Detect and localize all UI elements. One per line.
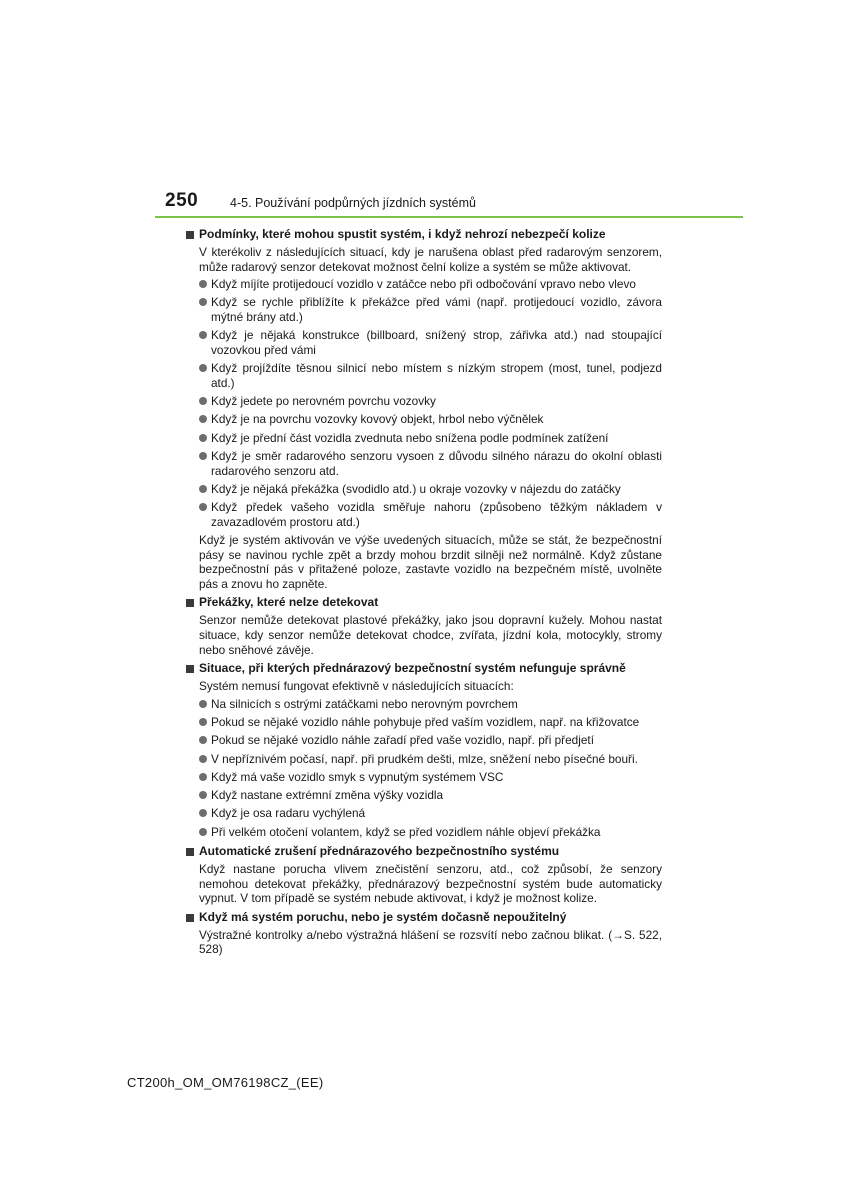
section-undetectable-obstacles <box>186 594 662 657</box>
list-item-text: Když nastane extrémní změna výšky vozidla <box>211 788 444 803</box>
bullet-dot-icon <box>199 452 207 460</box>
square-bullet-icon <box>186 914 194 922</box>
section-paragraph: V kterékoliv z následujících situací, kdy je narušena oblast před radarovým senzorem, může radarový senzor detekovat možnost čelní kolize a systém se může aktivovat. <box>199 245 662 274</box>
list-item <box>199 788 662 803</box>
bullet-dot-icon <box>199 331 207 339</box>
list-item <box>199 412 662 427</box>
list-item-text: Při velkém otočení volantem, když se před vozidlem náhle objeví překážka <box>211 824 601 839</box>
section-paragraph: Systém nemusí fungovat efektivně v následujících situacích: <box>199 679 514 694</box>
chapter-title: 4-5. Používání podpůrných jízdních systémů <box>230 196 476 210</box>
list-item <box>199 733 662 748</box>
list-item-text: Když projíždíte těsnou silnicí nebo místem s nízkým stropem (most, tunel, podjezd atd.) <box>211 361 662 390</box>
list-item-text: V nepříznivém počasí, např. při prudkém dešti, mlze, sněžení nebo písečné bouři. <box>211 751 638 766</box>
section-paragraph: Senzor nemůže detekovat plastové překážky, jako jsou dopravní kužely. Mohou nastat situace, kdy senzor nemůže detekovat chodce, zvířata, jízdní kola, motocykly, stromy nebo sněhové závěje. <box>199 613 662 657</box>
section-paragraph: Když je systém aktivován ve výše uvedených situacích, může se stát, že bezpečnostní pásy se navinou rychle zpět a brzdy mohou brzdit silněji než normálně. Když zůstane bezpečnostní pás v přitažené poloze, zastavte vozidlo na bezpečném místě, uvolněte pás a znovu ho zapněte. <box>199 532 662 591</box>
list-item-text: Když předek vašeho vozidla směřuje nahoru (způsobeno těžkým nákladem v zavazadlovém prostoru atd.) <box>211 500 662 529</box>
list-item <box>199 277 662 292</box>
bullet-dot-icon <box>199 503 207 511</box>
bullet-dot-icon <box>199 773 207 781</box>
section-heading <box>186 909 662 926</box>
list-item-text: Pokud se nějaké vozidlo náhle pohybuje před vaším vozidlem, např. na křižovatce <box>211 715 640 729</box>
section-heading <box>186 843 662 860</box>
bullet-dot-icon <box>199 755 207 763</box>
page-content <box>186 224 662 960</box>
bullet-dot-icon <box>199 280 207 288</box>
bullet-dot-icon <box>199 736 207 744</box>
section-trigger-conditions <box>186 226 662 591</box>
section-title: Automatické zrušení přednárazového bezpečnostního systému <box>199 843 560 858</box>
list-item-text: Když je směr radarového senzoru vysoen z důvodu silného nárazu do okolní oblasti radarového senzoru atd. <box>211 448 662 478</box>
bullet-dot-icon <box>199 828 207 836</box>
section-heading <box>186 594 662 611</box>
list-item-text: Když je nějaká konstrukce (billboard, snížený strop, zářivka atd.) nad stoupající vozovkou před vámi <box>211 328 662 357</box>
list-item-text: Když je nějaká překážka (svodidlo atd.) u okraje vozovky v nájezdu do zatáčky <box>211 481 621 496</box>
list-item <box>199 431 662 446</box>
section-paragraph: Když nastane porucha vlivem znečistění senzoru, atd., což způsobí, že senzory nemohou detekovat překážky, přednárazový bezpečnostní systém bude automaticky vypnut. V tom případě se systém nebude aktivovat, i když je možnost kolize. <box>199 861 662 906</box>
list-item <box>199 361 662 390</box>
list-item <box>199 449 662 478</box>
list-item <box>199 806 662 821</box>
section-title: Situace, při kterých přednárazový bezpečnostní systém nefunguje správně <box>199 661 626 676</box>
list-item <box>199 715 662 730</box>
list-item-text: Když je na povrchu vozovky kovový objekt, hrbol nebo výčnělek <box>211 412 544 427</box>
bullet-dot-icon <box>199 485 207 493</box>
list-item <box>199 295 662 324</box>
bullet-dot-icon <box>199 718 207 726</box>
list-item <box>199 500 662 529</box>
list-item-text: Když je přední část vozidla zvednuta nebo snížena podle podmínek zatížení <box>211 430 609 445</box>
list-item <box>199 697 662 712</box>
list-item-text: Když má vaše vozidlo smyk s vypnutým systémem VSC <box>211 769 504 784</box>
section-malfunction-situations <box>186 660 662 839</box>
list-item-text: Pokud se nějaké vozidlo náhle zařadí před vaše vozidlo, např. při předjetí <box>211 733 594 748</box>
list-item-text: Když je osa radaru vychýlená <box>211 806 366 821</box>
section-title: Když má systém poruchu, nebo je systém dočasně nepoužitelný <box>199 909 567 924</box>
bullet-dot-icon <box>199 434 207 442</box>
section-title: Podmínky, které mohou spustit systém, i když nehrozí nebezpečí kolize <box>199 227 606 241</box>
section-heading <box>186 226 662 243</box>
list-item <box>199 328 662 357</box>
square-bullet-icon <box>186 599 194 607</box>
section-title: Překážky, které nelze detekovat <box>199 595 379 610</box>
bullet-dot-icon <box>199 415 207 423</box>
list-item-text: Když míjíte protijedoucí vozidlo v zatáčce nebo při odbočování vpravo nebo vlevo <box>211 277 636 292</box>
section-system-fault <box>186 909 662 957</box>
bullet-dot-icon <box>199 809 207 817</box>
header-rule <box>155 216 743 218</box>
list-item-text: Na silnicích s ostrými zatáčkami nebo nerovným povrchem <box>211 696 518 711</box>
bullet-list <box>186 697 662 840</box>
list-item <box>199 770 662 785</box>
list-item <box>199 825 662 840</box>
list-item-text: Když se rychle přiblížíte k překážce před vámi (např. protijedoucí vozidlo, závora mýtné brány atd.) <box>211 295 662 325</box>
bullet-dot-icon <box>199 298 207 306</box>
document-code: CT200h_OM_OM76198CZ_(EE) <box>127 1075 324 1090</box>
square-bullet-icon <box>186 231 194 239</box>
list-item-text: Když jedete po nerovném povrchu vozovky <box>211 394 436 409</box>
list-item <box>199 752 662 767</box>
bullet-dot-icon <box>199 397 207 405</box>
section-paragraph: Výstražné kontrolky a/nebo výstražná hlášení se rozsvítí nebo začnou blikat. (→S. 522, 528) <box>199 927 662 957</box>
square-bullet-icon <box>186 665 194 673</box>
bullet-dot-icon <box>199 791 207 799</box>
list-item <box>199 482 662 497</box>
page-number: 250 <box>165 190 199 211</box>
bullet-dot-icon <box>199 700 207 708</box>
bullet-dot-icon <box>199 364 207 372</box>
bullet-list <box>186 277 662 529</box>
section-heading <box>186 660 662 677</box>
square-bullet-icon <box>186 848 194 856</box>
section-automatic-cancel <box>186 843 662 906</box>
list-item <box>199 394 662 409</box>
